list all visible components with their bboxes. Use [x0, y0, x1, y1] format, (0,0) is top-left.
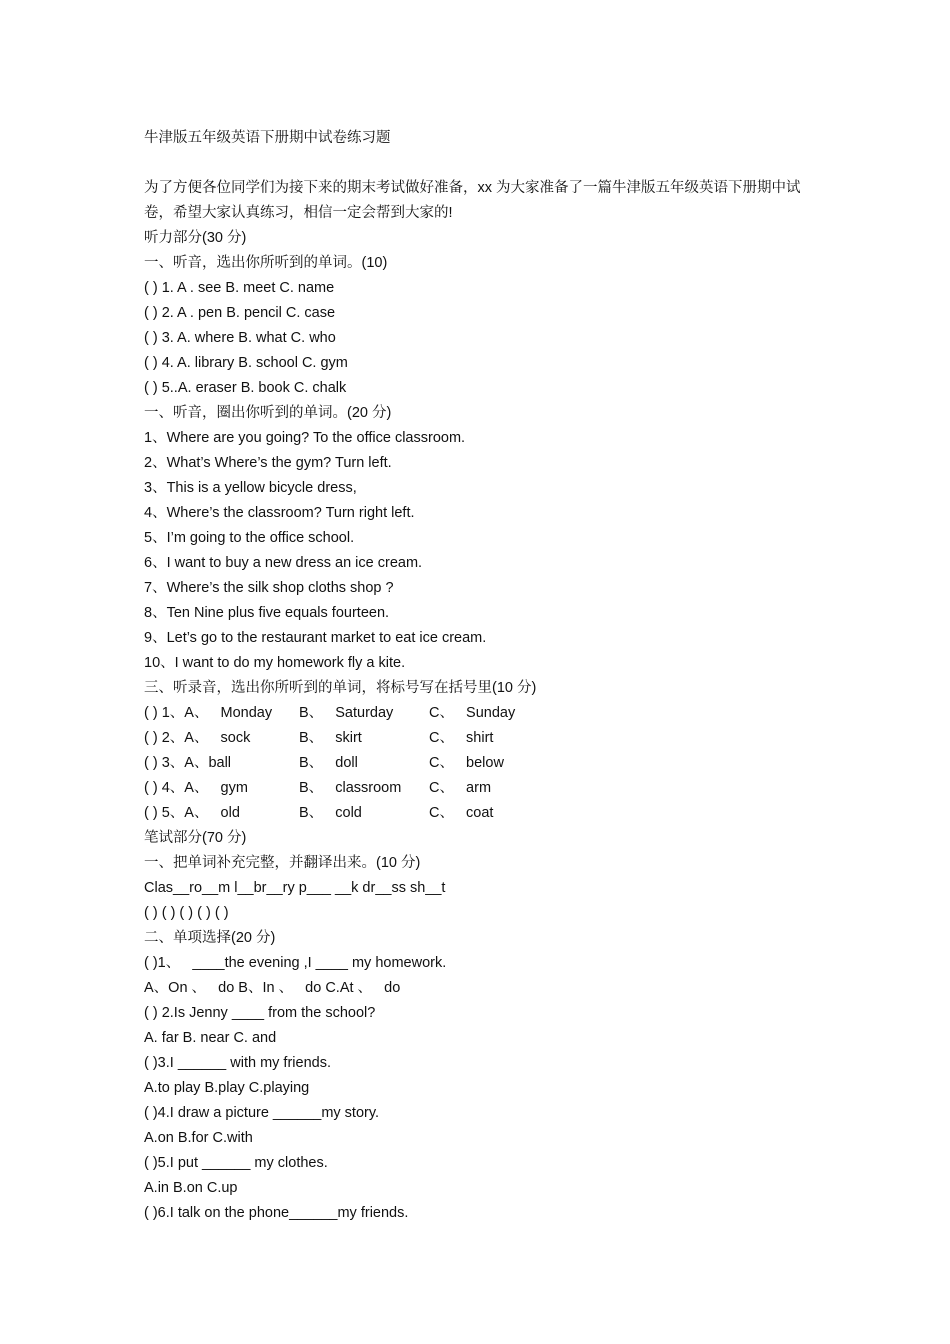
options-line: A.in B.on C.up — [144, 1180, 238, 1196]
question-line: ( ) 5..A. eraser B. book C. chalk — [144, 380, 347, 396]
part5-heading: 二、单项选择(20 分) — [144, 930, 276, 946]
choice-row — [144, 726, 814, 751]
part2-heading: 一、听音，圈出你听到的单词。(20 分) — [144, 405, 392, 421]
question-line: ( )1、 ____the evening ,I ____ my homework. — [144, 955, 447, 971]
choice-row — [144, 751, 814, 776]
question-line: 6、I want to buy a new dress an ice cream. — [144, 555, 423, 571]
options-line: A. far B. near C. and — [144, 1030, 277, 1046]
choice-a: ( ) 5、A、 old — [144, 805, 240, 821]
choice-a: ( ) 3、A、ball — [144, 755, 232, 771]
question-line: 4、Where’s the classroom? Turn right left. — [144, 505, 415, 521]
choice-row — [144, 701, 814, 726]
choice-c: C、 Sunday — [429, 705, 516, 721]
question-line: ( )6.I talk on the phone______my friends. — [144, 1205, 409, 1221]
choice-c: C、 below — [429, 755, 504, 771]
question-line: 2、What’s Where’s the gym? Turn left. — [144, 455, 392, 471]
question-line: ( ) 3. A. where B. what C. who — [144, 330, 336, 346]
choice-c: C、 arm — [429, 780, 492, 796]
part3-heading: 三、听录音，选出你所听到的单词，将标号写在括号里(10 分) — [144, 680, 537, 696]
part4-heading: 一、把单词补充完整，并翻译出来。(10 分) — [144, 855, 421, 871]
part1-heading: 一、听音，选出你所听到的单词。(10) — [144, 255, 388, 271]
question-line: 3、This is a yellow bicycle dress, — [144, 480, 357, 496]
listening-section-header: 听力部分(30 分) — [144, 230, 247, 246]
document-title: 牛津版五年级英语下册期中试卷练习题 — [144, 130, 391, 146]
choice-row — [144, 801, 814, 826]
options-line: A.to play B.play C.playing — [144, 1080, 310, 1096]
fill-in-words: Clas__ro__m l__br__ry p___ __k dr__ss sh__t — [144, 880, 446, 896]
choice-b: B、 Saturday — [299, 705, 394, 721]
question-line: 9、Let’s go to the restaurant market to eat ice cream. — [144, 630, 487, 646]
choice-row — [144, 776, 814, 801]
document-page — [144, 126, 814, 1226]
choice-c: C、 coat — [429, 805, 494, 821]
translation-brackets: ( ) ( ) ( ) ( ) ( ) — [144, 905, 229, 921]
choice-b: B、 cold — [299, 805, 362, 821]
choice-b: B、 doll — [299, 755, 358, 771]
options-line: A、On 、 do B、In 、 do C.At 、 do — [144, 980, 401, 996]
question-line: ( ) 2.Is Jenny ____ from the school? — [144, 1005, 376, 1021]
options-line: A.on B.for C.with — [144, 1130, 253, 1146]
question-line: 1、Where are you going? To the office classroom. — [144, 430, 466, 446]
question-line: 5、I’m going to the office school. — [144, 530, 355, 546]
choice-b: B、 skirt — [299, 730, 362, 746]
question-line: ( )3.I ______ with my friends. — [144, 1055, 331, 1071]
choice-a: ( ) 2、A、 sock — [144, 730, 251, 746]
question-line: 7、Where’s the silk shop cloths shop ? — [144, 580, 394, 596]
question-line: 10、I want to do my homework fly a kite. — [144, 655, 406, 671]
question-line: ( ) 4. A. library B. school C. gym — [144, 355, 348, 371]
written-section-header: 笔试部分(70 分) — [144, 830, 247, 846]
question-line: ( )4.I draw a picture ______my story. — [144, 1105, 380, 1121]
choice-b: B、 classroom — [299, 780, 402, 796]
intro-paragraph: 为了方便各位同学们为接下来的期末考试做好准备，xx 为大家准备了一篇牛津版五年级英语下册期中试卷，希望大家认真练习，相信一定会帮到大家的! — [144, 180, 801, 221]
choice-a: ( ) 4、A、 gym — [144, 780, 248, 796]
choice-a: ( ) 1、A、 Monday — [144, 705, 273, 721]
question-line: ( ) 2. A . pen B. pencil C. case — [144, 305, 336, 321]
choice-c: C、 shirt — [429, 730, 494, 746]
question-line: ( ) 1. A . see B. meet C. name — [144, 280, 335, 296]
question-line: ( )5.I put ______ my clothes. — [144, 1155, 328, 1171]
question-line: 8、Ten Nine plus five equals fourteen. — [144, 605, 390, 621]
